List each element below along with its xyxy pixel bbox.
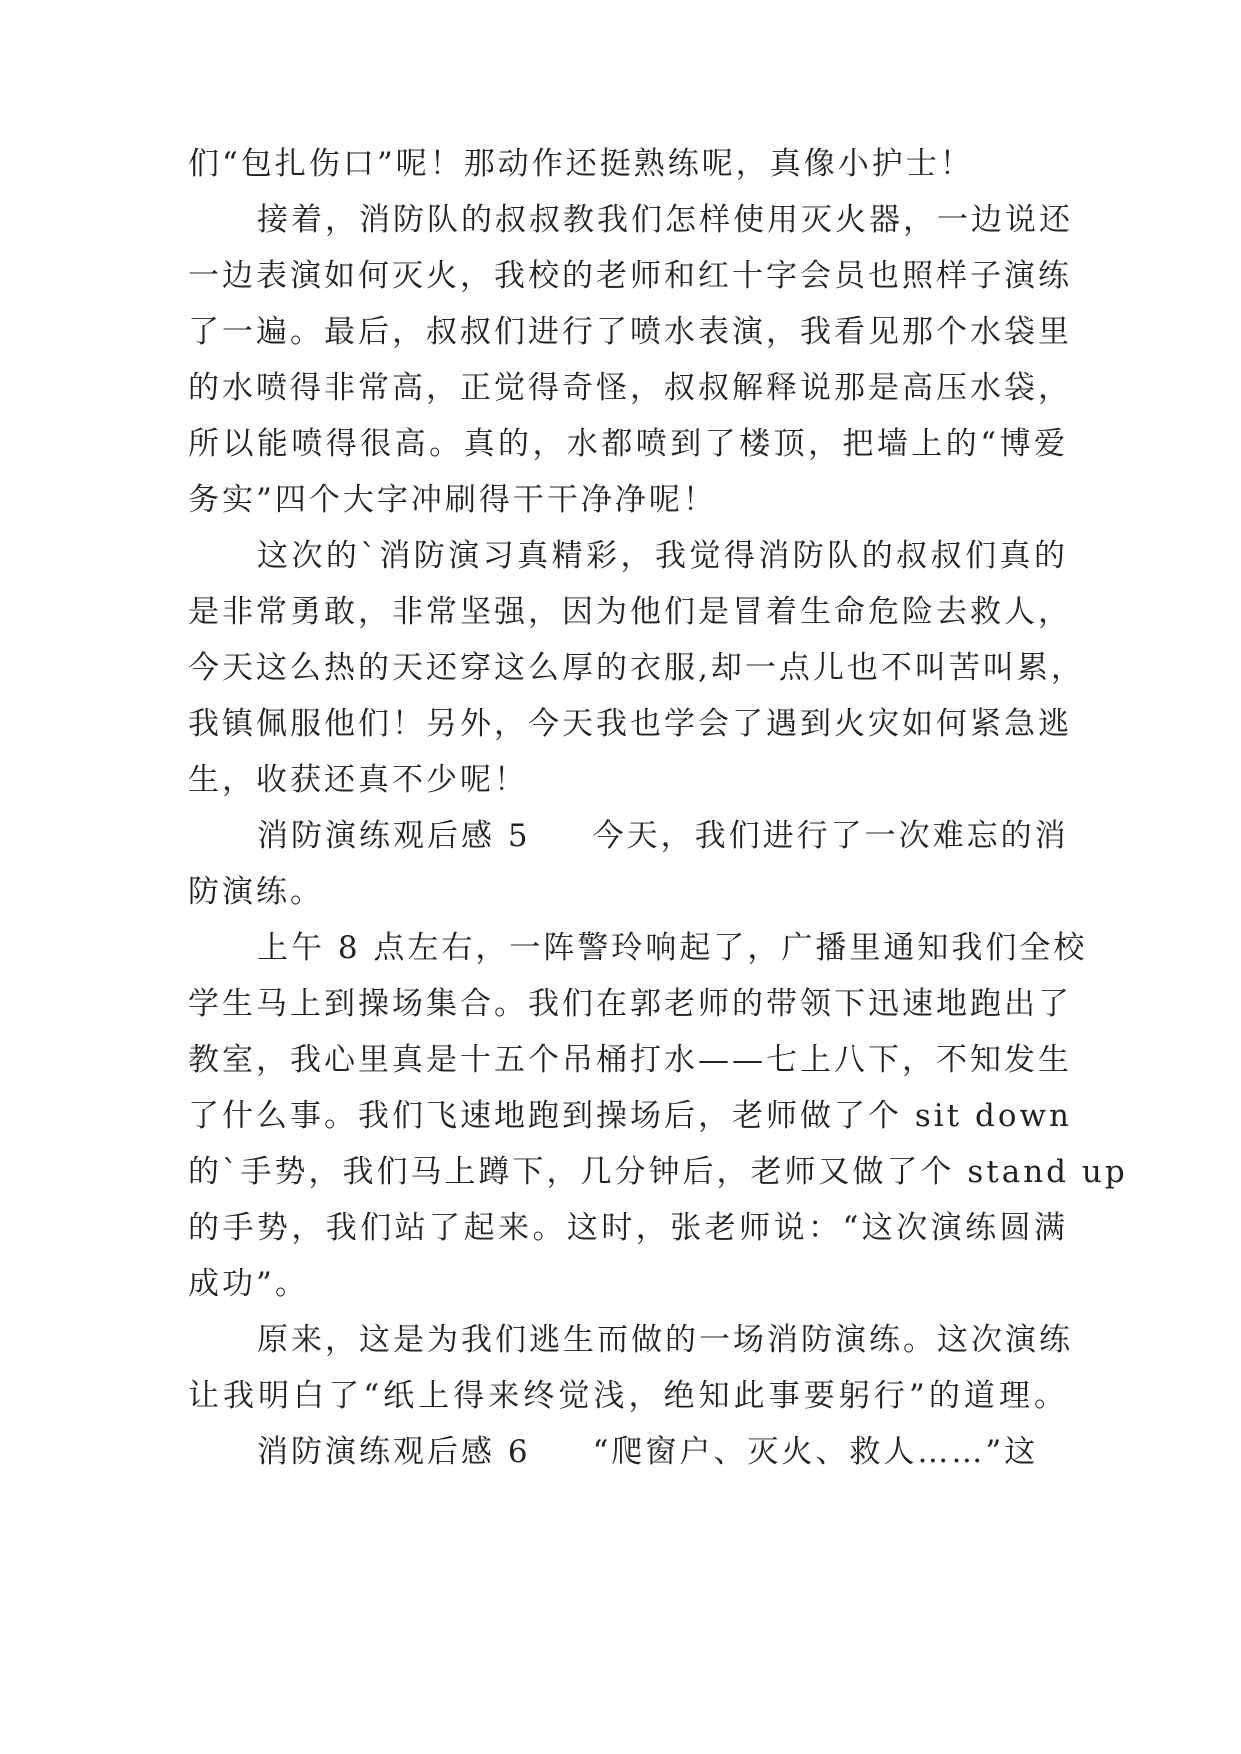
text-line: 一边表演如何灭火，我校的老师和红十字会员也照样子演练	[188, 258, 1072, 294]
text-line: 教室，我心里真是十五个吊桶打水——七上八下，不知发生	[188, 1042, 1072, 1078]
text-segment: “爬窗户、灭火、救人……”这	[592, 1434, 1039, 1470]
text-line: 我镇佩服他们！另外，今天我也学会了遇到火灾如何紧急逃	[188, 706, 1072, 742]
text-line: 们“包扎伤口”呢！那动作还挺熟练呢，真像小护士！	[188, 146, 974, 182]
text-line: 学生马上到操场集合。我们在郭老师的带领下迅速地跑出了	[188, 986, 1072, 1022]
text-line: 今天这么热的天还穿这么厚的衣服,却一点儿也不叫苦叫累，	[188, 650, 1085, 686]
section-title: 消防演练观后感 6	[257, 1434, 531, 1470]
section-title: 消防演练观后感 5	[257, 818, 531, 854]
text-segment: 今天，我们进行了一次难忘的消	[592, 818, 1069, 854]
text-line: 让我明白了“纸上得来终觉浅，绝知此事要躬行”的道理。	[188, 1378, 1068, 1414]
text-line: 的水喷得非常高，正觉得奇怪，叔叔解释说那是高压水袋，	[188, 370, 1072, 406]
text-line: 原来，这是为我们逃生而做的一场消防演练。这次演练	[257, 1322, 1073, 1358]
text-line: 所以能喷得很高。真的，水都喷到了楼顶，把墙上的“博爱	[188, 426, 1068, 462]
section-heading-line	[257, 815, 1068, 857]
text-line: 的手势，我们站了起来。这时，张老师说：“这次演练圆满	[188, 1210, 1068, 1246]
text-line: 防演练。	[188, 874, 324, 910]
text-line: 是非常勇敢，非常坚强，因为他们是冒着生命危险去救人，	[188, 594, 1072, 630]
section-heading-line	[257, 1431, 1068, 1473]
text-line: 的`手势，我们马上蹲下，几分钟后，老师又做了个 stand up	[188, 1154, 1128, 1190]
text-line: 接着，消防队的叔叔教我们怎样使用灭火器，一边说还	[257, 202, 1073, 238]
text-line: 务实”四个大字冲刷得干干净净呢！	[188, 482, 717, 518]
text-line: 成功”。	[188, 1266, 309, 1302]
text-line: 上午 8 点左右，一阵警玲响起了，广播里通知我们全校	[257, 930, 1088, 966]
text-line: 生，收获还真不少呢！	[188, 762, 528, 798]
text-line: 了一遍。最后，叔叔们进行了喷水表演，我看见那个水袋里	[188, 314, 1072, 350]
text-line: 了什么事。我们飞速地跑到操场后，老师做了个 sit down	[188, 1098, 1072, 1134]
text-line: 这次的`消防演习真精彩，我觉得消防队的叔叔们真的	[257, 538, 1068, 574]
